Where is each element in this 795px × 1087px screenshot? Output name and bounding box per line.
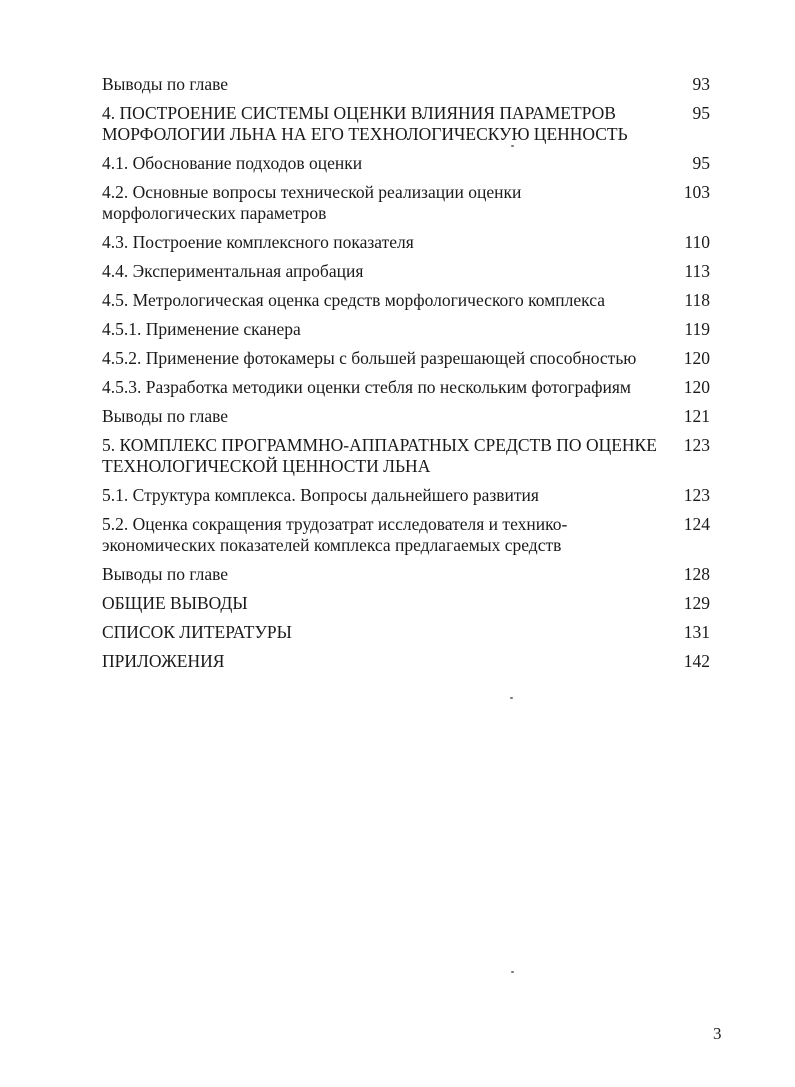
toc-entry <box>102 485 716 506</box>
toc-entry <box>102 232 716 253</box>
toc-entry-title: 5.1. Структура комплекса. Вопросы дальнейшего развития <box>102 485 539 505</box>
toc-entry <box>102 182 716 224</box>
toc-entry-page: 103 <box>683 182 710 202</box>
toc-entry <box>102 377 716 398</box>
toc-entry-page: 120 <box>683 348 710 368</box>
toc-entry-title: 4.2. Основные вопросы технической реализации оценки морфологических параметров <box>102 182 522 223</box>
toc-entry <box>102 651 716 672</box>
toc-entry <box>102 74 716 95</box>
toc-entry <box>102 514 716 556</box>
toc-entry-page: 131 <box>683 622 710 642</box>
toc-entry-title: ПРИЛОЖЕНИЯ <box>102 651 225 671</box>
toc-entry-title: 4.5.2. Применение фотокамеры с большей разрешающей способностью <box>102 348 637 368</box>
toc-entry-page: 95 <box>692 103 710 123</box>
page-number: 3 <box>713 1024 722 1043</box>
toc-entry-page: 121 <box>683 406 710 426</box>
toc-entry <box>102 348 716 369</box>
table-of-contents <box>102 74 716 680</box>
toc-entry <box>102 622 716 643</box>
toc-entry <box>102 435 716 477</box>
toc-entry <box>102 290 716 311</box>
toc-entry-title: 4.1. Обоснование подходов оценки <box>102 153 363 173</box>
toc-entry-title: 4. ПОСТРОЕНИЕ СИСТЕМЫ ОЦЕНКИ ВЛИЯНИЯ ПАРАМЕТРОВ МОРФОЛОГИИ ЛЬНА НА ЕГО ТЕХНОЛОГИЧЕСКУЮ ЦЕННОСТЬ <box>102 103 628 144</box>
toc-entry-title: 5.2. Оценка сокращения трудозатрат исследователя и технико-экономических показателей комплекса предлагаемых средств <box>102 514 568 555</box>
toc-entry-title: ОБЩИЕ ВЫВОДЫ <box>102 593 248 613</box>
scan-speck <box>511 145 514 147</box>
toc-entry-title: 4.4. Экспериментальная апробация <box>102 261 364 281</box>
toc-entry-page: 123 <box>683 435 710 455</box>
toc-entry-page: 110 <box>684 232 710 252</box>
toc-entry-title: СПИСОК ЛИТЕРАТУРЫ <box>102 622 292 642</box>
toc-entry <box>102 261 716 282</box>
toc-entry-page: 95 <box>692 153 710 173</box>
toc-entry-title: Выводы по главе <box>102 406 229 426</box>
toc-entry <box>102 593 716 614</box>
toc-entry <box>102 103 716 145</box>
toc-entry-title: 4.5.1. Применение сканера <box>102 319 301 339</box>
toc-entry-title: 4.3. Построение комплексного показателя <box>102 232 414 252</box>
toc-entry-page: 124 <box>683 514 710 534</box>
scan-speck <box>511 971 514 973</box>
toc-entry-page: 113 <box>684 261 710 281</box>
toc-entry <box>102 153 716 174</box>
toc-entry-title: 4.5. Метрологическая оценка средств морфологического комплекса <box>102 290 605 310</box>
toc-entry-page: 119 <box>684 319 710 339</box>
toc-entry-page: 93 <box>692 74 710 94</box>
toc-entry <box>102 406 716 427</box>
toc-entry-page: 120 <box>683 377 710 397</box>
scan-speck <box>510 697 513 699</box>
toc-entry-title: 5. КОМПЛЕКС ПРОГРАММНО-АППАРАТНЫХ СРЕДСТВ ПО ОЦЕНКЕ ТЕХНОЛОГИЧЕСКОЙ ЦЕННОСТИ ЛЬНА <box>102 435 657 476</box>
toc-entry-title: Выводы по главе <box>102 74 229 94</box>
toc-entry <box>102 319 716 340</box>
toc-entry-title: Выводы по главе <box>102 564 229 584</box>
toc-entry-page: 123 <box>683 485 710 505</box>
toc-entry-title: 4.5.3. Разработка методики оценки стебля по нескольким фотографиям <box>102 377 631 397</box>
toc-entry-page: 128 <box>683 564 710 584</box>
toc-entry <box>102 564 716 585</box>
toc-entry-page: 118 <box>684 290 710 310</box>
toc-entry-page: 142 <box>683 651 710 671</box>
toc-entry-page: 129 <box>683 593 710 613</box>
